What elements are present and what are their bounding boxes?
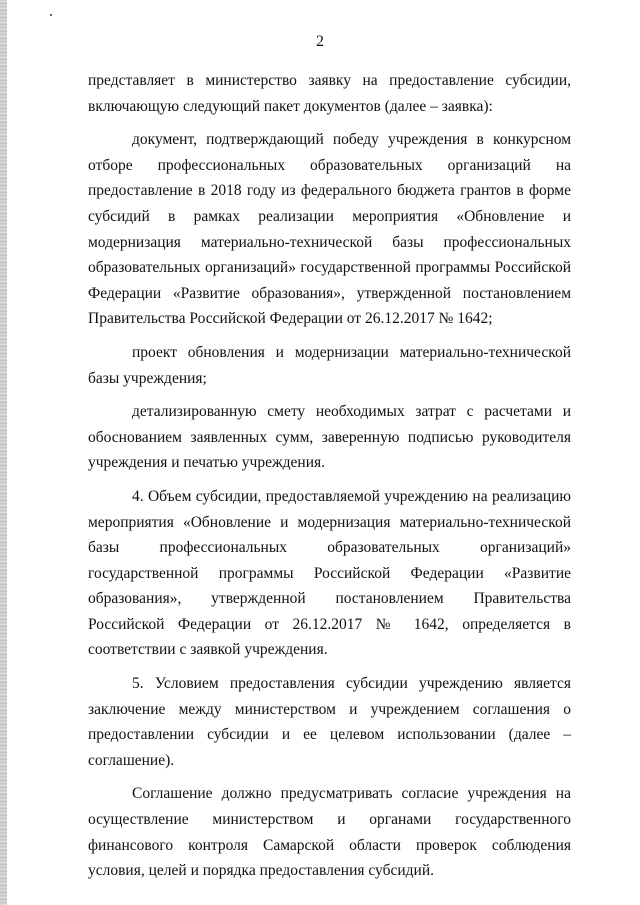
scan-speck: [50, 14, 52, 16]
paragraph-subsidy-condition: 5. Условием предоставления субсидии учреждению является заключение между министерством и учреждением соглашения о предоставлении субсидии и ее целевом использовании (далее – соглашение).: [88, 675, 571, 769]
document-body: [88, 68, 571, 892]
paragraph-modernization-project: проект обновления и модернизации материально-технической базы учреждения;: [88, 343, 571, 387]
paragraph-competition-document: документ, подтверждающий победу учреждения в конкурсном отборе профессиональных образовательных организаций на предоставление в 2018 году из федерального бюджета грантов в форме субсидий в рамках реализации мероприятия «Обновление и модернизация материально-технической базы профессиональных образовательных организаций» государственной программы Российской Федерации «Развитие образования», утвержденной постановлением Правительства Российской Федерации от 26.12.2017 № 1642;: [88, 131, 571, 328]
paragraph-agreement-consent: Соглашение должно предусматривать согласие учреждения на осуществление министерством и органами государственного финансового контроля Самарской области проверок соблюдения условия, целей и порядка предоставления субсидий.: [88, 785, 571, 880]
page-number: 2: [316, 33, 324, 50]
paragraph-subsidy-amount: 4. Объем субсидии, предоставляемой учреждению на реализацию мероприятия «Обновление и модернизация материально-технической базы профессиональных образовательных организаций» государственной программы Российской Федерации «Развитие образования», утвержденной постановлением Правительства Российской Федерации от 26.12.2017 № 1642, определяется в соответствии с заявкой учреждения.: [88, 487, 571, 659]
scan-edge-shadow: [0, 0, 7, 905]
paragraph-application-intro: представляет в министерство заявку на предоставление субсидии, включающую следующий пакет документов (далее – заявка):: [88, 72, 571, 115]
paragraph-cost-estimate: детализированную смету необходимых затрат с расчетами и обоснованием заявленных сумм, заверенную подписью руководителя учреждения и печатью учреждения.: [88, 403, 571, 472]
